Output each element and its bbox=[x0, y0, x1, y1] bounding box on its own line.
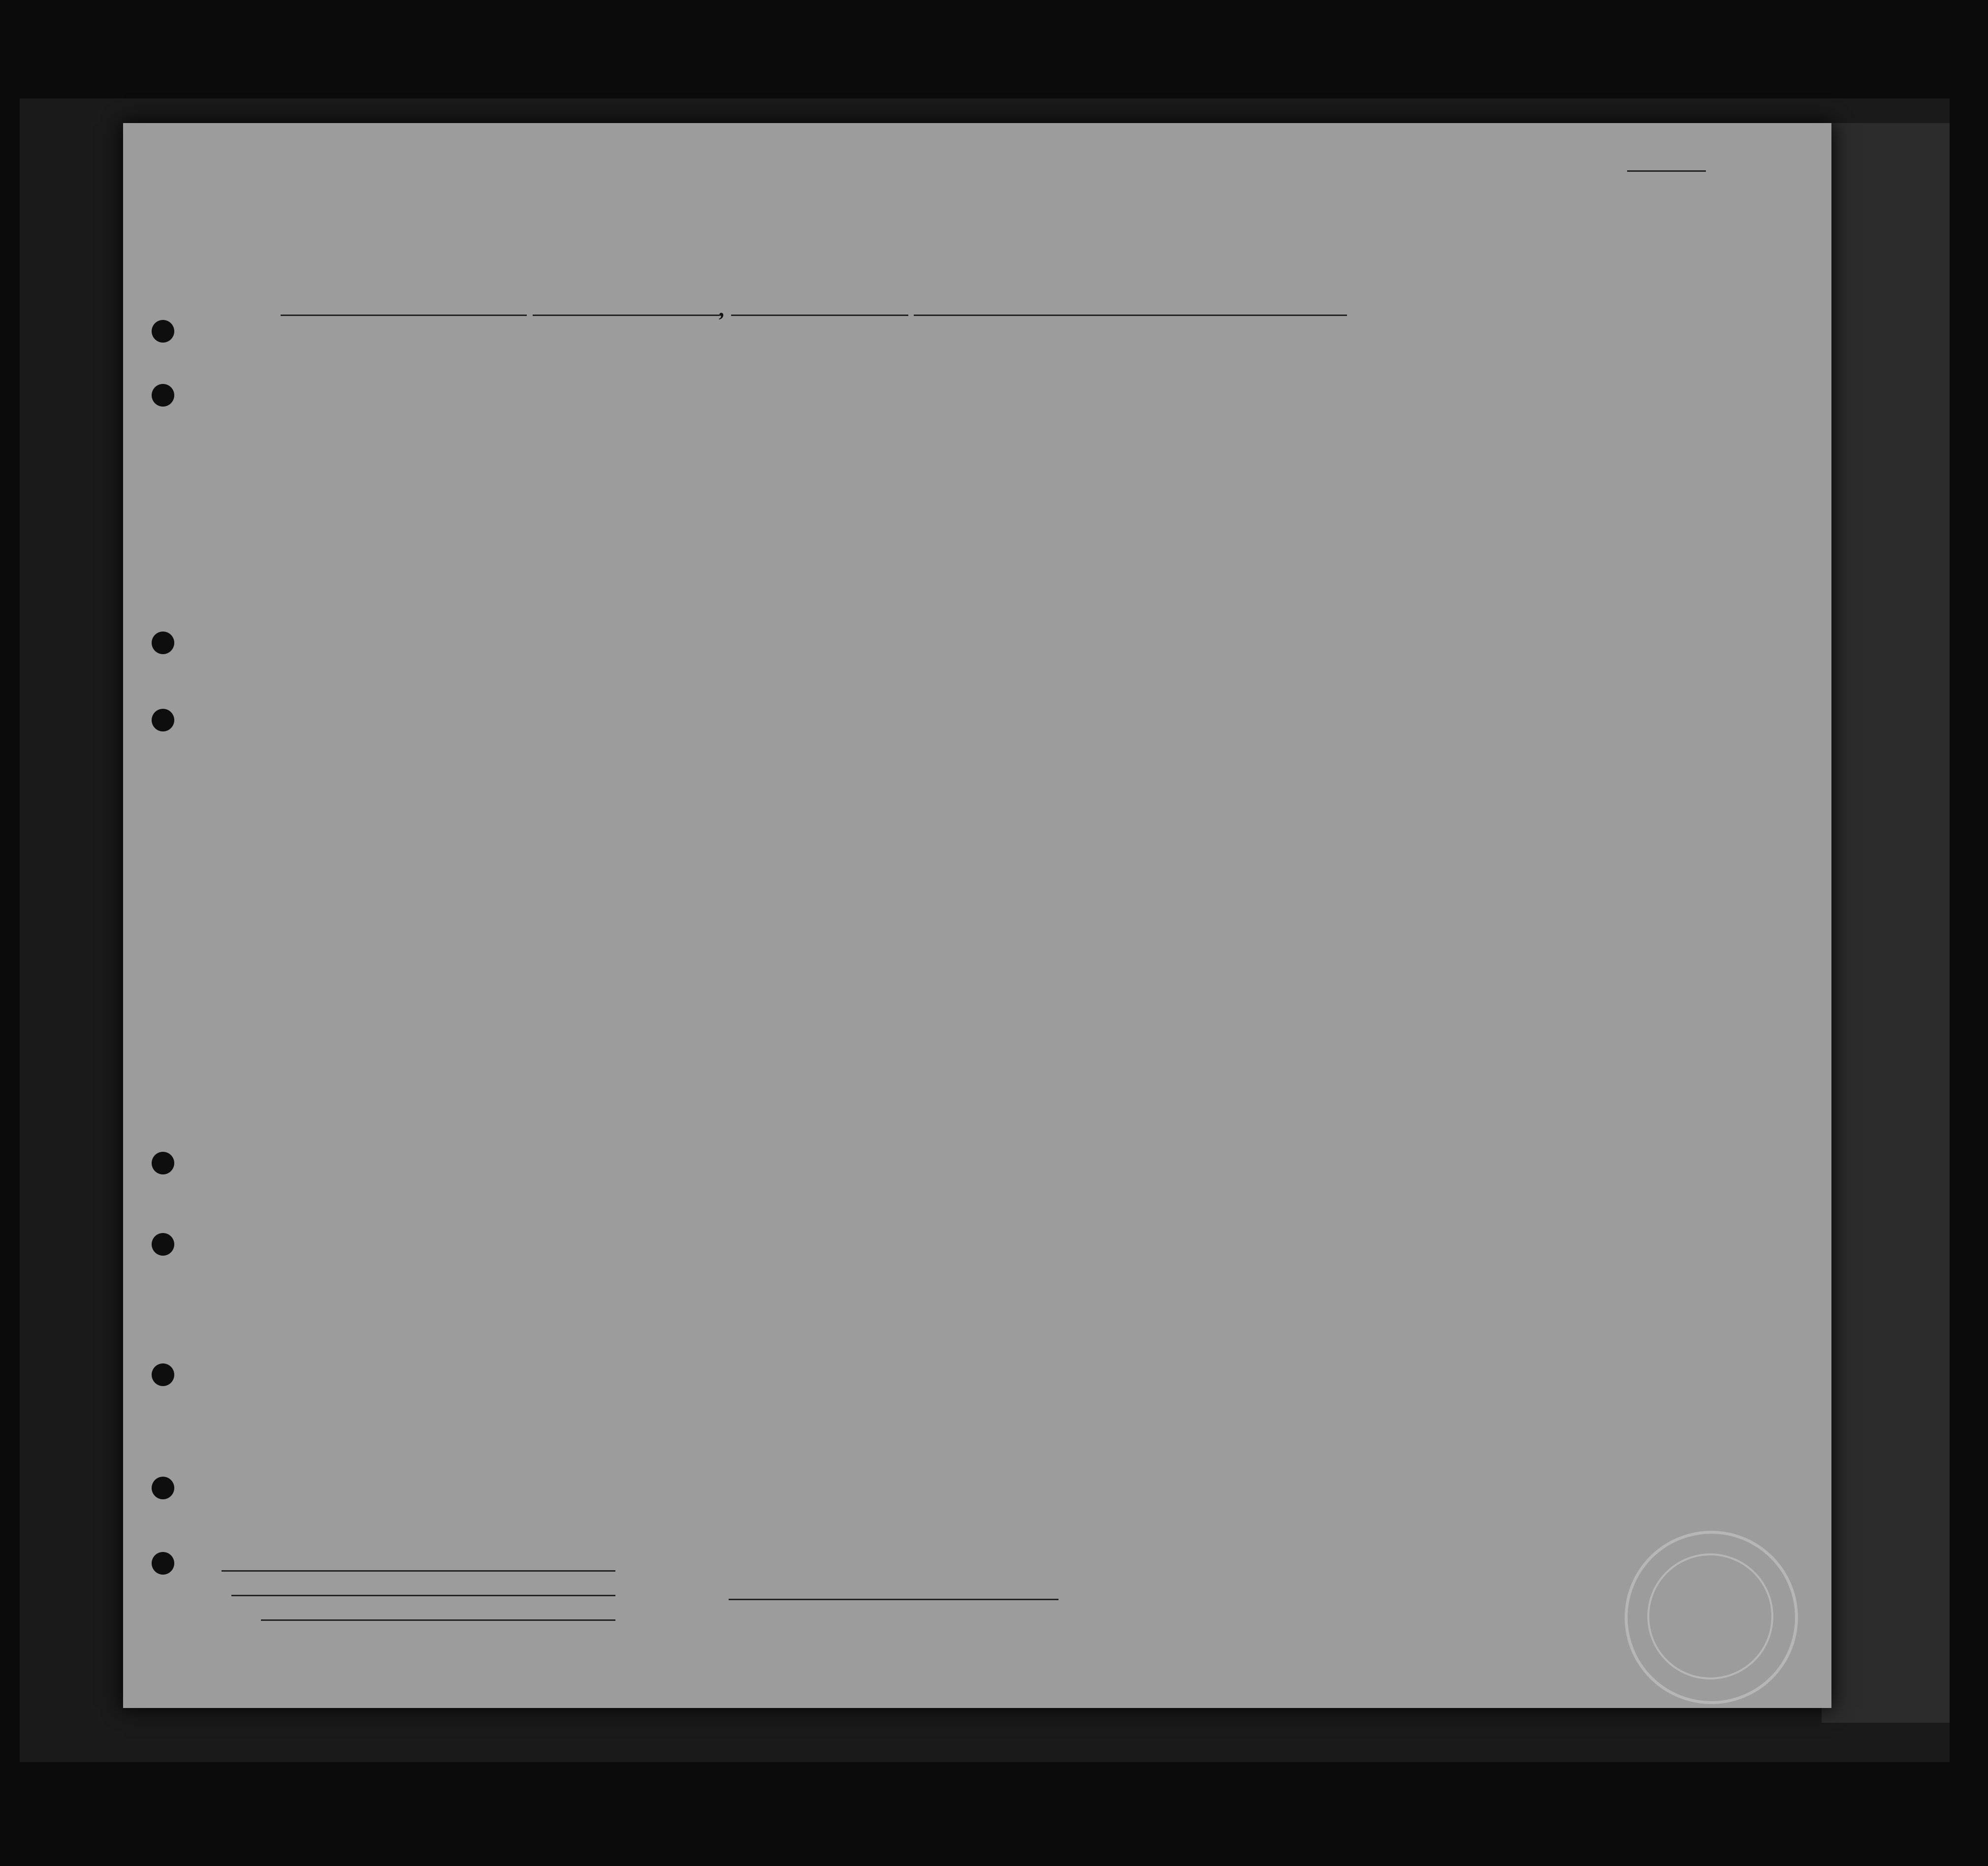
col-header-10 bbox=[1063, 330, 1108, 349]
col-header-11 bbox=[1108, 330, 1199, 349]
owners-value bbox=[231, 1595, 615, 1596]
embossed-seal bbox=[1625, 1531, 1798, 1704]
col-header-8 bbox=[982, 330, 1029, 340]
col-header-6 bbox=[780, 330, 933, 337]
vessel-line: , bbox=[281, 285, 1347, 325]
manifest-page bbox=[123, 123, 1831, 1708]
col-header-5 bbox=[662, 330, 780, 349]
col-header-3 bbox=[273, 330, 601, 337]
manifest-grid bbox=[123, 123, 1831, 1708]
col-header-14 bbox=[1337, 330, 1386, 349]
col-header-13 bbox=[1290, 330, 1337, 349]
signature-line bbox=[729, 1599, 1058, 1600]
agents-value bbox=[261, 1619, 615, 1621]
col-header-12 bbox=[1199, 330, 1290, 349]
seal-inner-ring bbox=[1647, 1553, 1773, 1679]
adjacent-page-edge bbox=[1822, 123, 1950, 1723]
col-header-9 bbox=[1029, 330, 1063, 349]
line-value bbox=[222, 1570, 615, 1572]
col-header-15 bbox=[1386, 330, 1487, 340]
